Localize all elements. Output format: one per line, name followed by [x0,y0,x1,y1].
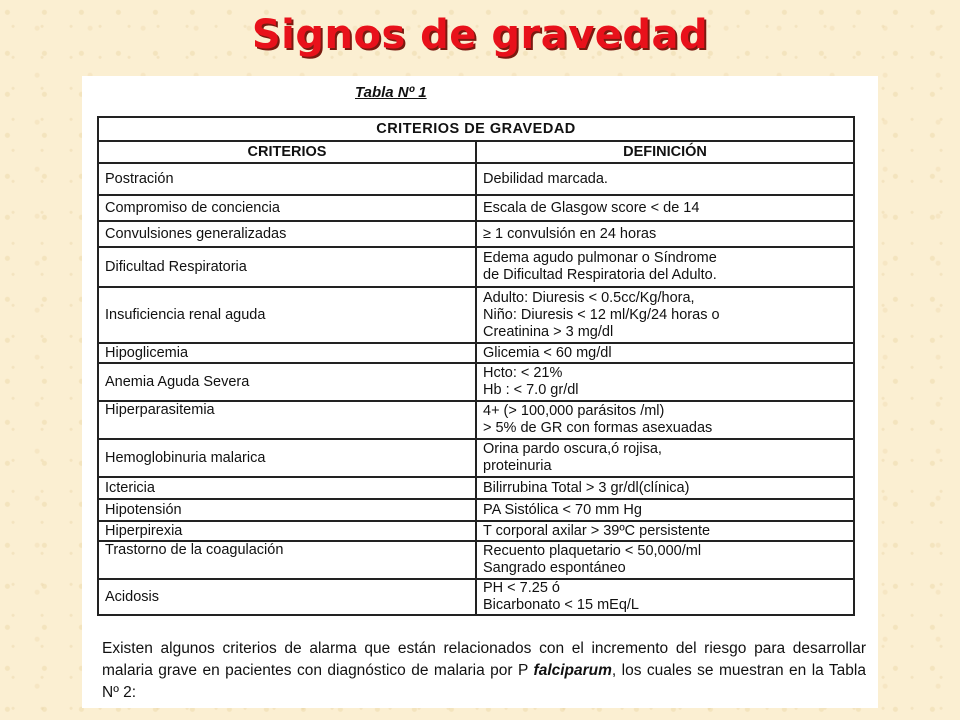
table-row [98,477,854,499]
table-row [98,541,854,579]
criterio-cell: Dificultad Respiratoria [98,247,476,287]
table-row [98,521,854,541]
definicion-cell: Bilirrubina Total > 3 gr/dl(clínica) [476,477,854,499]
definicion-cell: T corporal axilar > 39ºC persistente [476,521,854,541]
definicion-cell: PH < 7.25 ó Bicarbonato < 15 mEq/L [476,579,854,615]
criteria-table [97,116,855,616]
table-header-row [98,141,854,163]
header-criterios: CRITERIOS [98,141,476,163]
table-row [98,163,854,195]
criterio-cell: Hiperparasitemia [98,401,476,439]
scanned-document [82,76,878,708]
table-row [98,195,854,221]
criterio-cell: Hipotensión [98,499,476,521]
definicion-cell: Hcto: < 21% Hb : < 7.0 gr/dl [476,363,854,401]
definicion-cell: Escala de Glasgow score < de 14 [476,195,854,221]
definicion-cell: Adulto: Diuresis < 0.5cc/Kg/hora, Niño: Diuresis < 12 ml/Kg/24 horas o Creatinina > 3 mg/dl [476,287,854,343]
criterio-cell: Trastorno de la coagulación [98,541,476,579]
table-row [98,579,854,615]
definicion-cell: Debilidad marcada. [476,163,854,195]
criterio-cell: Anemia Aguda Severa [98,363,476,401]
table-row [98,499,854,521]
slide-title: Signos de gravedad [251,12,709,58]
criterio-cell: Compromiso de conciencia [98,195,476,221]
criterio-cell: Postración [98,163,476,195]
footer-paragraph [102,638,866,704]
criterio-cell: Insuficiencia renal aguda [98,287,476,343]
definicion-cell: Glicemia < 60 mg/dl [476,343,854,363]
table-row [98,221,854,247]
definicion-cell: 4+ (> 100,000 parásitos /ml) > 5% de GR con formas asexuadas [476,401,854,439]
definicion-cell: ≥ 1 convulsión en 24 horas [476,221,854,247]
footer-text-after: , los cuales se muestran en la Tabla Nº 2: [102,662,866,701]
criterio-cell: Hiperpirexia [98,521,476,541]
table-row [98,343,854,363]
definicion-cell: PA Sistólica < 70 mm Hg [476,499,854,521]
table-row [98,439,854,477]
table-row [98,247,854,287]
table-row [98,287,854,343]
criterio-cell: Hemoglobinuria malarica [98,439,476,477]
table-caption: CRITERIOS DE GRAVEDAD [98,117,854,141]
footer-species: falciparum [533,662,612,679]
criterio-cell: Ictericia [98,477,476,499]
table-caption-row [98,117,854,141]
definicion-cell: Edema agudo pulmonar o Síndrome de Dificultad Respiratoria del Adulto. [476,247,854,287]
table-row [98,363,854,401]
criterio-cell: Hipoglicemia [98,343,476,363]
criterio-cell: Convulsiones generalizadas [98,221,476,247]
definicion-cell: Orina pardo oscura,ó rojisa, proteinuria [476,439,854,477]
criterio-cell: Acidosis [98,579,476,615]
table-row [98,401,854,439]
header-definicion: DEFINICIÓN [476,141,854,163]
footer-text-before: Existen algunos criterios de alarma que están relacionados con el incremento del riesgo para desarrollar malaria grave en pacientes con diagnóstico de malaria por P [102,640,866,679]
table-label: Tabla Nº 1 [355,84,427,101]
definicion-cell: Recuento plaquetario < 50,000/ml Sangrado espontáneo [476,541,854,579]
